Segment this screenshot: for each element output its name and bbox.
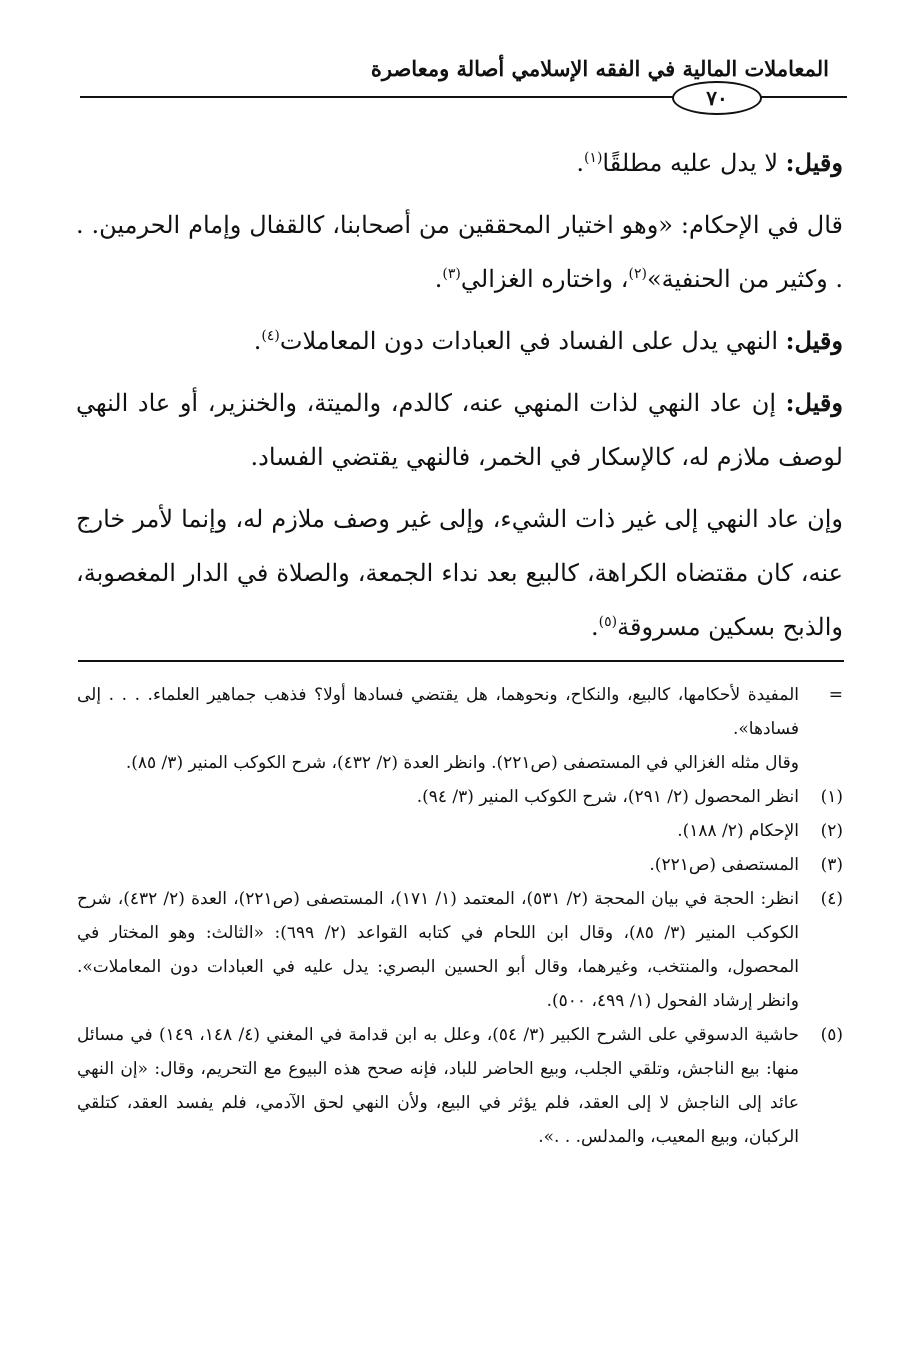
footnote-ref[interactable]: (٣): [442, 266, 461, 282]
continuation-mark: =: [828, 685, 843, 705]
footnote-continuation: [77, 678, 843, 746]
footnote-ref[interactable]: (٥): [598, 614, 618, 630]
paragraph-tail: .: [253, 327, 262, 355]
paragraph-tail: .: [434, 265, 443, 293]
footnote-1: [77, 780, 843, 814]
footnote-ref[interactable]: (٤): [261, 328, 280, 344]
footnote-ref[interactable]: (١): [583, 150, 603, 166]
paragraph-text: النهي يدل على الفساد في العبادات دون المعاملات: [279, 327, 786, 355]
paragraph-lead: وقيل:: [785, 148, 843, 177]
footnote-ref[interactable]: (٢): [628, 266, 647, 282]
footnote-number: (٥): [820, 1025, 843, 1045]
footnote-5: [77, 1018, 843, 1154]
paragraph-text: لا يدل عليه مطلقًا: [602, 149, 786, 177]
paragraph-tail: .: [576, 149, 584, 177]
paragraph-text: قال في الإحكام: «وهو اختيار المحققين من أصحابنا، كالقفال وإمام الحرمين. . . وكثير من الحنفية»: [76, 211, 843, 293]
paragraph-text: إن عاد النهي لذات المنهي عنه، كالدم، والميتة، والخنزير، أو عاد النهي لوصف ملازم له، كالإسكار في الخمر، فالنهي يقتضي الفساد.: [76, 389, 843, 471]
footnote-text: حاشية الدسوقي على الشرح الكبير (٣/ ٥٤)، وعلل به ابن قدامة في المغني (٤/ ١٤٨، ١٤٩) في مسائل منها: بيع الناجش، وتلقي الجلب، وبيع الحاضر للباد، فإنه صحح هذه البيوع مع التحريم، وقال: «إن النهي عائد إلى الناجش لا إلى العقد، فلم يؤثر في البيع، ولأن النهي لحق الآدمي، فلم يفسد العقد، كتلقي الركبان، وبيع المعيب، والمدلس. . .».: [77, 1025, 800, 1147]
footnote-text: المستصفى (ص٢٢١).: [649, 855, 799, 875]
paragraph-text: ، واختاره الغزالي: [460, 265, 629, 293]
paragraph-3: [76, 314, 843, 368]
footnote-number: (٤): [820, 889, 843, 909]
paragraph-lead: وقيل:: [785, 326, 843, 355]
footnotes: [77, 678, 843, 1154]
footnote-continuation-text: وقال مثله الغزالي في المستصفى (ص٢٢١). وانظر العدة (٢/ ٤٣٢)، شرح الكوكب المنير (٣/ ٨٥).: [125, 753, 799, 773]
paragraph-1: [76, 136, 843, 190]
footnote-text: المفيدة لأحكامها، كالبيع، والنكاح، ونحوهما، هل يقتضي فسادها أولا؟ فذهب جماهير العلماء. . . . إلى فسادها».: [77, 685, 799, 739]
footnote-number: (٣): [820, 855, 843, 875]
page-number-badge: ٧٠: [672, 81, 762, 115]
footnote-number: (١): [820, 787, 843, 807]
running-title: المعاملات المالية في الفقه الإسلامي أصالة ومعاصرة: [370, 56, 829, 81]
footnote-separator: [78, 660, 844, 662]
footnote-text: الإحكام (٢/ ١٨٨).: [677, 821, 799, 841]
footnote-4: [77, 882, 843, 1018]
paragraph-5: [76, 492, 843, 654]
paragraph-tail: .: [591, 613, 599, 641]
paragraph-text: وإن عاد النهي إلى غير ذات الشيء، وإلى غير وصف ملازم له، وإنما لأمر خارج عنه، كان مقتضاه الكراهة، كالبيع بعد نداء الجمعة، والصلاة في الدار المغصوبة، والذبح بسكين مسروقة: [76, 505, 843, 641]
paragraph-4: [76, 376, 843, 484]
paragraph-lead: وقيل:: [785, 388, 843, 417]
footnote-text: انظر: الحجة في بيان المحجة (٢/ ٥٣١)، المعتمد (١/ ١٧١)، المستصفى (ص٢٢١)، العدة (٢/ ٤٣٢)، شرح الكوكب المنير (٣/ ٨٥)، وقال ابن اللحام في كتابه القواعد (٢/ ٦٩٩): «الثالث: وهو المختار في المحصول، والمنتخب، وغيرهما، وقال أبو الحسين البصري: يدل عليه في العبادات دون المعاملات». وانظر إرشاد الفحول (١/ ٤٩٩، ٥٠٠).: [77, 889, 800, 1011]
footnote-text: انظر المحصول (٢/ ٢٩١)، شرح الكوكب المنير (٣/ ٩٤).: [416, 787, 799, 807]
main-text: [76, 136, 843, 662]
paragraph-2: [76, 198, 843, 306]
footnote-2: [77, 814, 843, 848]
footnote-number: (٢): [820, 821, 843, 841]
footnote-3: [77, 848, 843, 882]
